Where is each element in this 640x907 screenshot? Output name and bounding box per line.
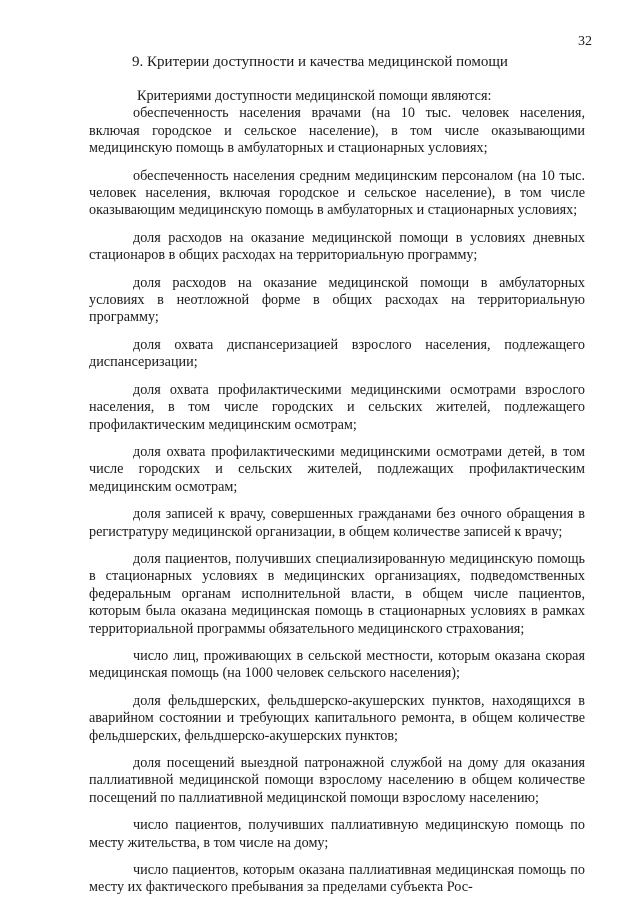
criterion-paragraph: доля охвата профилактическими медицинскими осмотрами взрослого населения, в том числе городских и сельских жителей, подлежащего профилактическим медицинским осмотрам; (89, 381, 585, 433)
criterion-paragraph: доля расходов на оказание медицинской помощи в амбулаторных условиях в неотложной форме в общих расходах на территориальную программу; (89, 274, 585, 326)
lead-paragraph: Критериями доступности медицинской помощи являются: (137, 88, 492, 104)
criterion-paragraph: обеспеченность населения врачами (на 10 тыс. человек населения, включая городское и сельское население), в том числе оказывающими медицинскую помощь в амбулаторных и стационарных условиях; (89, 105, 585, 157)
document-body (89, 88, 585, 907)
criterion-paragraph: число лиц, проживающих в сельской местности, которым оказана скорая медицинская помощь (на 1000 человек сельского населения); (89, 647, 585, 682)
criterion-paragraph: доля посещений выездной патронажной службой на дому для оказания паллиативной медицинской помощи взрослому населению в общем количестве посещений по паллиативной медицинской помощи взрослому населению; (89, 755, 585, 806)
criterion-paragraph: доля расходов на оказание медицинской помощи в условиях дневных стационаров в общих расходах на территориальную программу; (89, 229, 585, 264)
page-number: 32 (578, 34, 592, 49)
criterion-paragraph: число пациентов, получивших паллиативную медицинскую помощь по месту жительства, в том числе на дому; (89, 817, 585, 851)
criterion-paragraph: доля охвата профилактическими медицинскими осмотрами детей, в том числе городских и сельских жителей, подлежащих профилактическим медицинским осмотрам; (89, 443, 585, 495)
criterion-paragraph: доля фельдшерских, фельдшерско-акушерских пунктов, находящихся в аварийном состоянии и требующих капитального ремонта, в общем количестве фельдшерских, фельдшерско-акушерских пунктов; (89, 692, 585, 744)
criterion-paragraph: обеспеченность населения средним медицинским персоналом (на 10 тыс. человек населения, включая городское и сельское население), в том числе оказывающим медицинскую помощь в амбулаторных и стационарных условиях; (89, 167, 585, 219)
criterion-paragraph: доля пациентов, получивших специализированную медицинскую помощь в стационарных условиях в медицинских организациях, подведомственных федеральным органам исполнительной власти, в общем числе пациентов, которым была оказана медицинская помощь в стационарных условиях в рамках территориальной программы обязательного медицинского страхования; (89, 550, 585, 637)
criterion-paragraph: доля записей к врачу, совершенных гражданами без очного обращения в регистратуру медицинской организации, в общем количестве записей к врачу; (89, 506, 585, 540)
criterion-paragraph: доля охвата диспансеризацией взрослого населения, подлежащего диспансеризации; (89, 336, 585, 371)
section-title: 9. Критерии доступности и качества медицинской помощи (132, 54, 508, 70)
criterion-paragraph: число пациентов, которым оказана паллиативная медицинская помощь по месту их фактического пребывания за пределами субъекта Рос- (89, 862, 585, 896)
